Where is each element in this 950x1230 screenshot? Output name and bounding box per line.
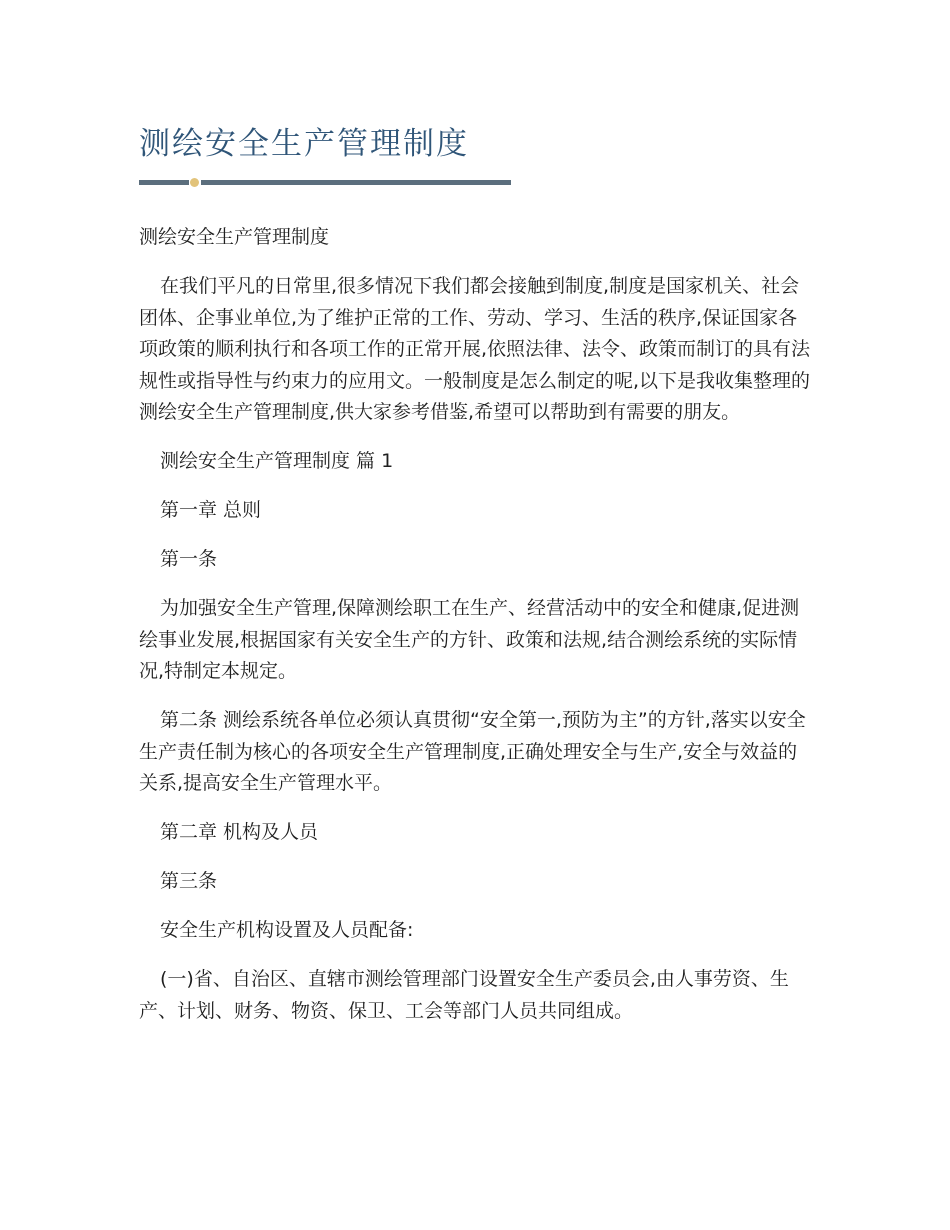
article-heading: 第一条	[160, 548, 218, 570]
chapter-title: 测绘安全生产管理制度 篇 1	[160, 450, 394, 472]
document-title: 测绘安全生产管理制度	[139, 126, 469, 162]
chapter-heading: 第一章 总则	[160, 499, 262, 521]
section-heading: 测绘安全生产管理制度	[139, 226, 330, 248]
document-body	[139, 222, 813, 1027]
article-paragraph: (一)省、自治区、直辖市测绘管理部门设置安全生产委员会,由人事劳资、生产、计划、财务、物资、保卫、工会等部门人员共同组成。	[139, 968, 789, 1022]
divider-bar-right	[201, 180, 511, 185]
divider-dot	[190, 178, 199, 187]
article-paragraph: 为加强安全生产管理,保障测绘职工在生产、经营活动中的安全和健康,促进测绘事业发展,根据国家有关安全生产的方针、政策和法规,结合测绘系统的实际情况,特制定本规定。	[139, 597, 800, 682]
intro-paragraph: 在我们平凡的日常里,很多情况下我们都会接触到制度,制度是国家机关、社会团体、企事业单位,为了维护正常的工作、劳动、学习、生活的秩序,保证国家各项政策的顺利执行和各项工作的正常开展,依照法律、法令、政策而制订的具有法规性或指导性与约束力的应用文。一般制度是怎么制定的呢,以下是我收集整理的测绘安全生产管理制度,供大家参考借鉴,希望可以帮助到有需要的朋友。	[139, 275, 811, 423]
article-paragraph: 第二条 测绘系统各单位必须认真贯彻“安全第一,预防为主”的方针,落实以安全生产责任制为核心的各项安全生产管理制度,正确处理安全与生产,安全与效益的关系,提高安全生产管理水平。	[139, 709, 806, 794]
article-paragraph: 安全生产机构设置及人员配备:	[160, 919, 414, 941]
divider-bar-left	[139, 180, 189, 185]
article-heading: 第三条	[160, 870, 218, 892]
title-divider	[139, 178, 511, 186]
chapter-heading: 第二章 机构及人员	[160, 821, 319, 843]
